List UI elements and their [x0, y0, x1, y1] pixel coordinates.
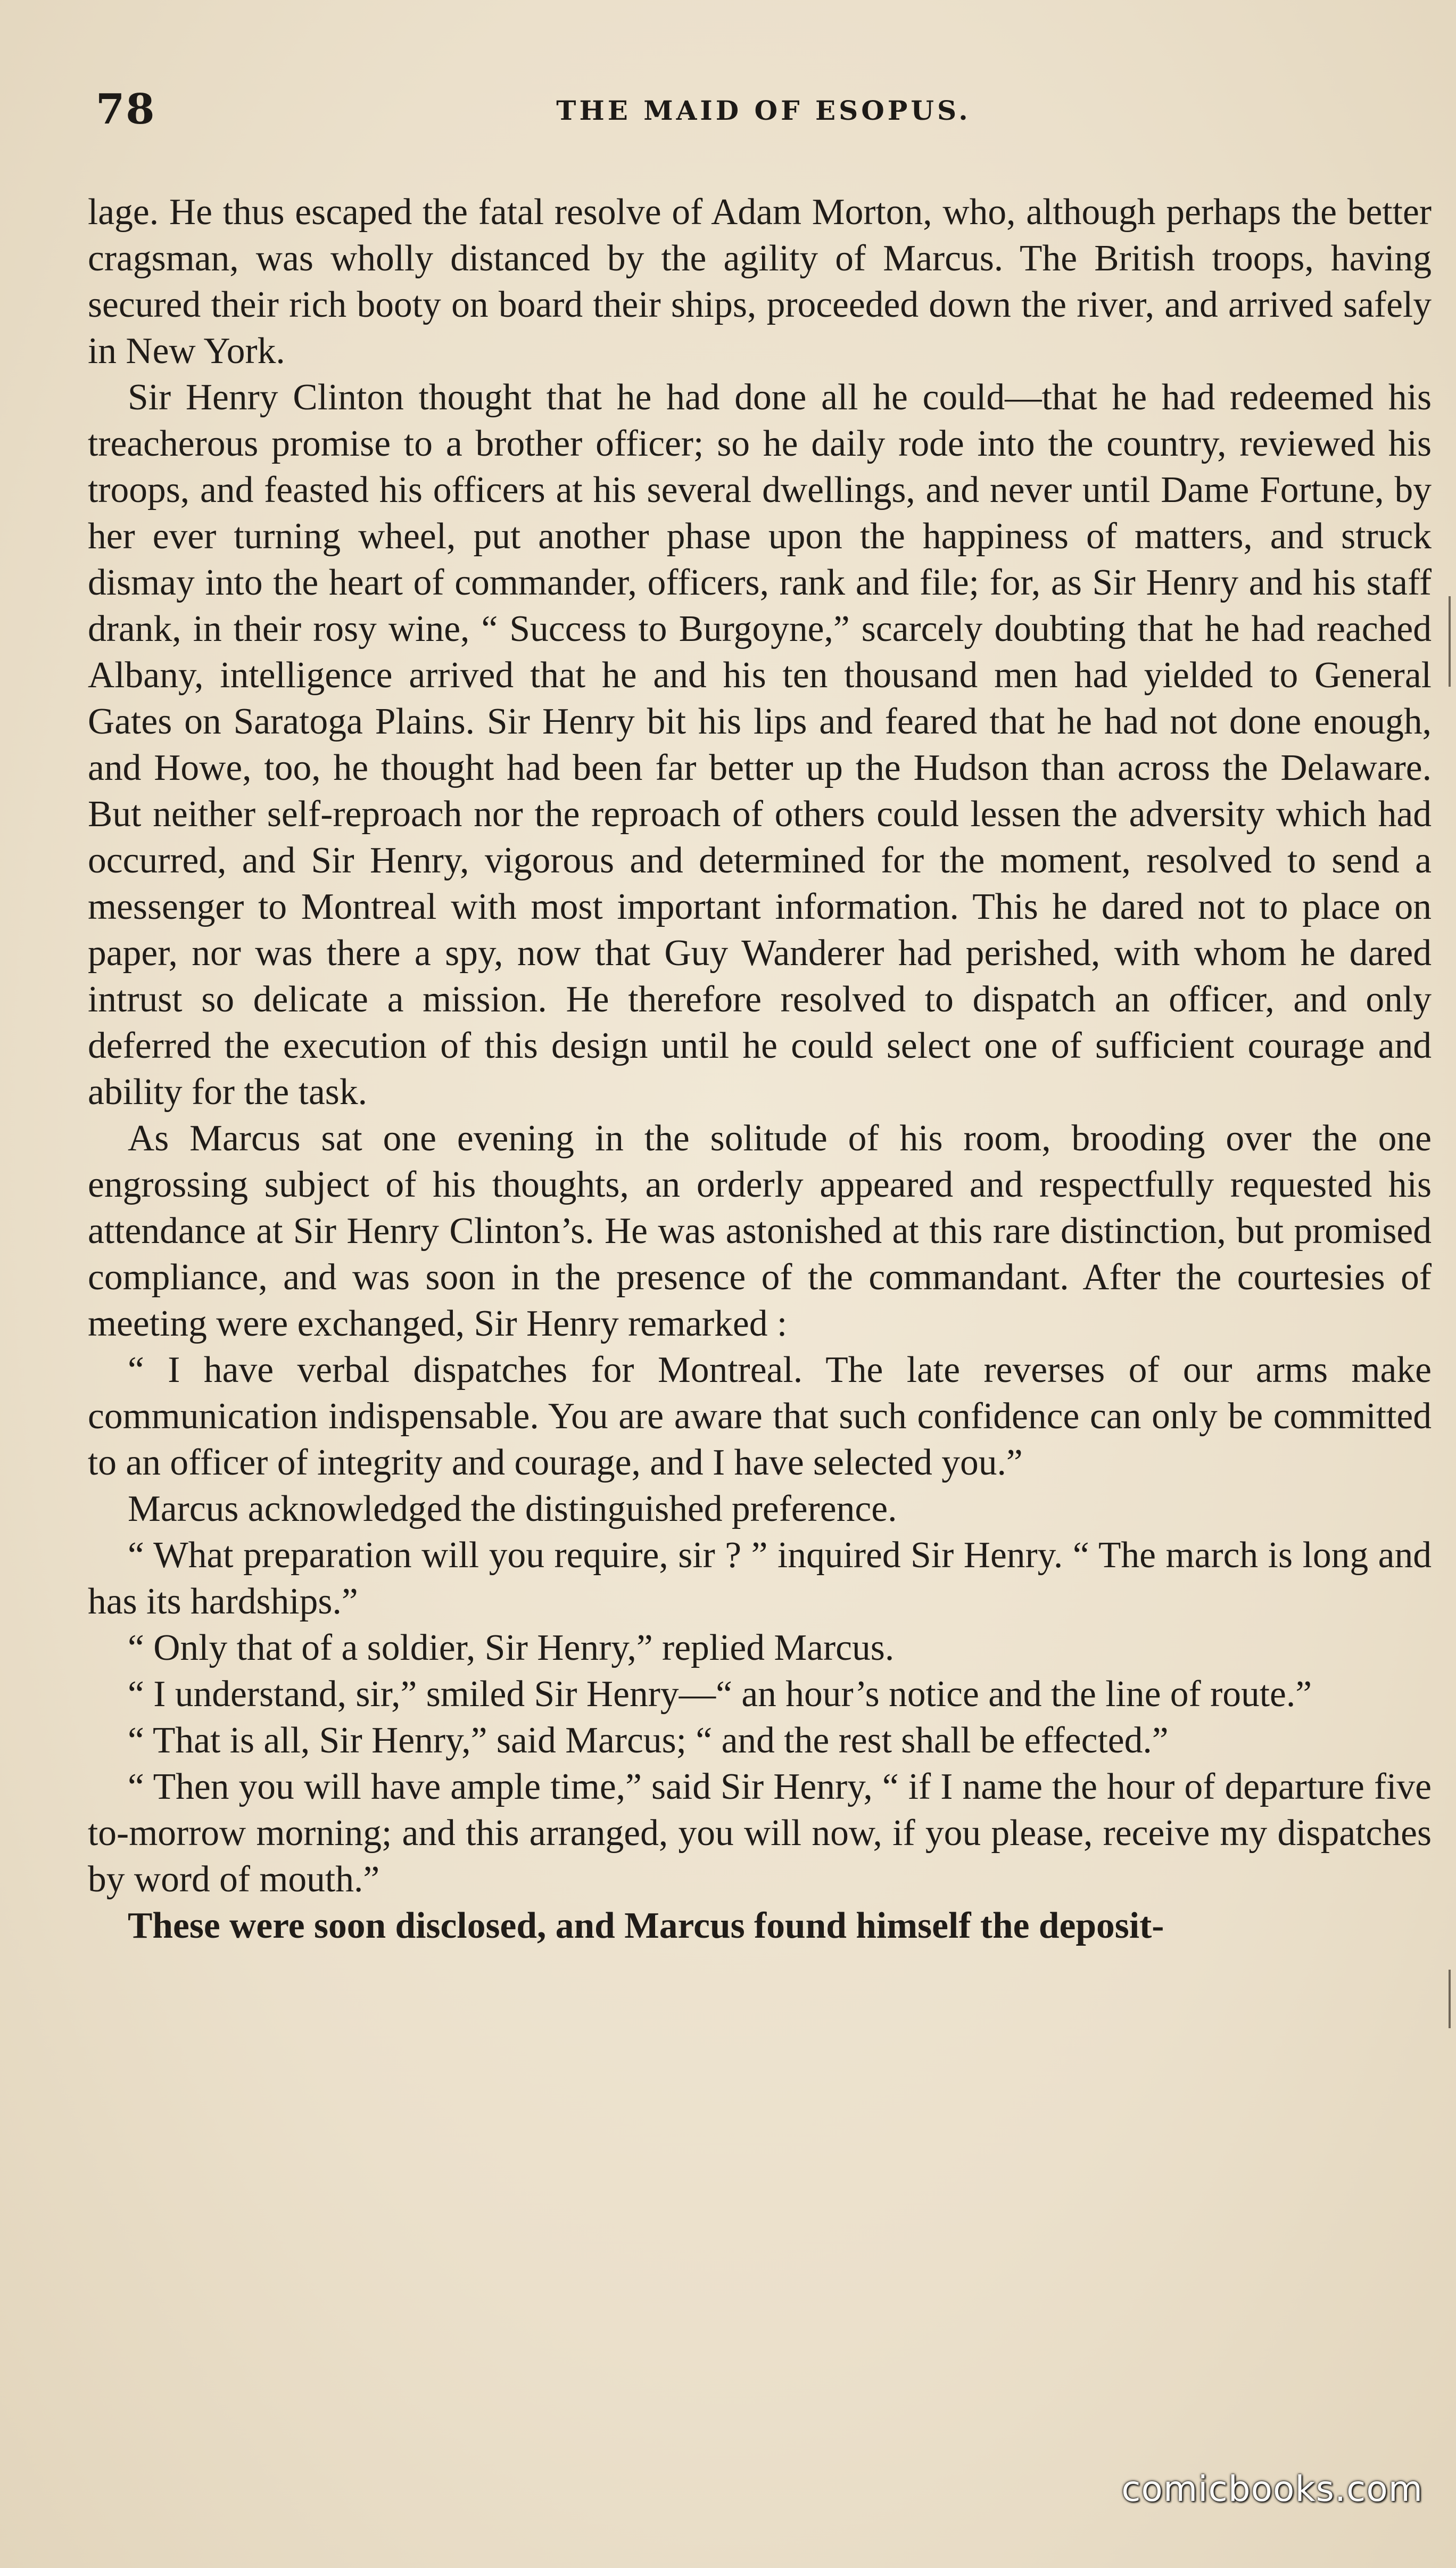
- page-edge-mark: [1449, 596, 1451, 687]
- body-text: [88, 189, 1432, 1949]
- paragraph: “ I have verbal dispatches for Montreal. The late reverses of our arms make communication indispensable. You are aware that such confidence can only be committed to an officer of integrity and courage, and I have selected you.”: [88, 1349, 1432, 1483]
- paragraph: These were soon disclosed, and Marcus found himself the deposit-: [128, 1905, 1164, 1946]
- running-title: THE MAID OF ESOPUS.: [556, 95, 971, 126]
- page-edge-mark: [1449, 1970, 1451, 2028]
- paragraph: Sir Henry Clinton thought that he had done all he could—that he had redeemed his treacherous promise to a brother officer; so he daily rode into the country, reviewed his troops, and feasted his officers at his several dwellings, and never until Dame Fortune, by her ever turning wheel, put another phase upon the happiness of matters, and struck dismay into the heart of commander, officers, rank and file; for, as Sir Henry and his staff drank, in their rosy wine, “ Success to Burgoyne,” scarcely doubting that he had reached Albany, intelligence arrived that he and his ten thousand men had yielded to General Gates on Saratoga Plains. Sir Henry bit his lips and feared that he had not done enough, and Howe, too, he thought had been far better up the Hudson than across the Delaware. But neither self-reproach nor the reproach of others could lessen the adversity which had occurred, and Sir Henry, vigorous and determined for the moment, resolved to send a messenger to Montreal with most important information. This he dared not to place on paper, nor was there a spy, now that Guy Wanderer had perished, with whom he dared intrust so delicate a mission. He therefore resolved to dispatch an officer, and only deferred the execution of this design until he could select one of sufficient courage and ability for the task.: [88, 377, 1432, 1113]
- page-header: [96, 85, 1432, 144]
- paragraph: Marcus acknowledged the distinguished preference.: [128, 1488, 897, 1529]
- paragraph: “ I understand, sir,” smiled Sir Henry—“ an hour’s notice and the line of route.”: [128, 1674, 1312, 1715]
- paragraph: “ That is all, Sir Henry,” said Marcus; “ and the rest shall be effected.”: [128, 1720, 1169, 1761]
- paragraph: “ What preparation will you require, sir ? ” inquired Sir Henry. “ The march is long and has its hardships.”: [88, 1535, 1432, 1622]
- paragraph: lage. He thus escaped the fatal resolve of Adam Morton, who, although perhaps the better cragsman, was wholly distanced by the agility of Marcus. The British troops, having secured their rich booty on board their ships, proceeded down the river, and arrived safely in New York.: [88, 192, 1432, 372]
- paragraph: “ Then you will have ample time,” said Sir Henry, “ if I name the hour of departure five to-morrow morning; and this arranged, you will now, if you please, receive my dispatches by word of mouth.”: [88, 1766, 1432, 1900]
- watermark: comicbooks.com: [1121, 2468, 1423, 2509]
- page-number: 78: [96, 85, 156, 134]
- paragraph: “ Only that of a soldier, Sir Henry,” replied Marcus.: [128, 1627, 895, 1668]
- paragraph: As Marcus sat one evening in the solitude of his room, brooding over the one engrossing subject of his thoughts, an orderly appeared and respectfully requested his attendance at Sir Henry Clinton’s. He was astonished at this rare distinction, but promised compliance, and was soon in the presence of the commandant. After the courtesies of meeting were exchanged, Sir Henry remarked :: [88, 1118, 1432, 1344]
